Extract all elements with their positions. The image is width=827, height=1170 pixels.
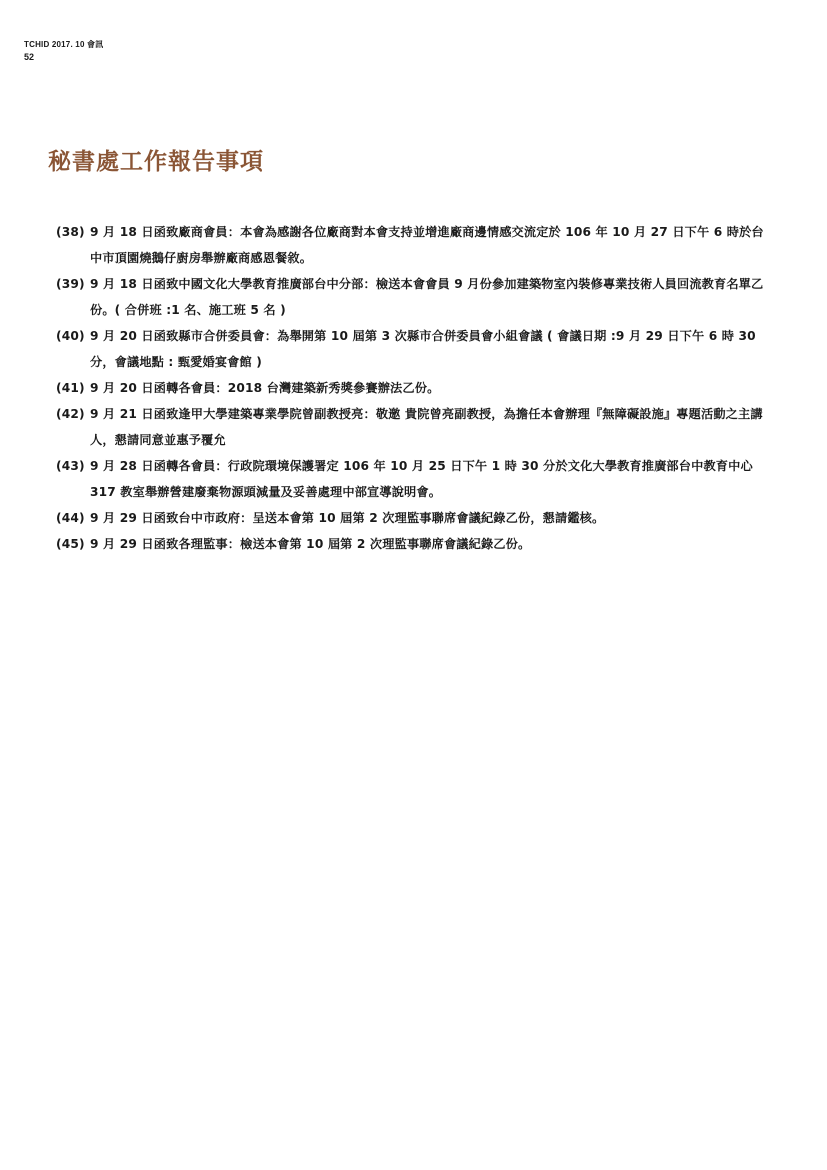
- list-item: [56, 505, 768, 531]
- list-item: [56, 531, 768, 557]
- item-text: 9 月 28 日函轉各會員：行政院環境保護署定 106 年 10 月 25 日下午 1 時 30 分於文化大學教育推廣部台中教育中心 317 教室舉辦營建廢棄物源頭減量及妥善處理中部宣導說明會。: [90, 459, 753, 499]
- list-item: [56, 271, 768, 323]
- item-number: (44): [56, 511, 85, 525]
- report-list: [56, 219, 768, 557]
- list-item: [56, 453, 768, 505]
- item-text: 9 月 20 日函致縣市合併委員會：為舉開第 10 屆第 3 次縣市合併委員會小組會議 ( 會議日期 :9 月 29 日下午 6 時 30 分，會議地點 : 甄愛婚宴會館 ): [90, 329, 756, 369]
- item-number: (41): [56, 381, 85, 395]
- item-number: (38): [56, 225, 85, 239]
- list-item: [56, 401, 768, 453]
- list-item: [56, 323, 768, 375]
- item-text: 9 月 18 日函致中國文化大學教育推廣部台中分部：檢送本會會員 9 月份參加建築物室內裝修專業技術人員回流教育名單乙份。( 合併班 :1 名、施工班 5 名 ): [90, 277, 764, 317]
- item-number: (45): [56, 537, 85, 551]
- item-text: 9 月 18 日函致廠商會員：本會為感謝各位廠商對本會支持並增進廠商邊情感交流定於 106 年 10 月 27 日下午 6 時於台中市頂園燒鵝仔廚房舉辦廠商感恩餐敘。: [90, 225, 764, 265]
- item-text: 9 月 20 日函轉各會員：2018 台灣建築新秀獎參賽辦法乙份。: [90, 381, 440, 395]
- list-item: [56, 375, 768, 401]
- page-header: [24, 40, 103, 63]
- list-item: [56, 219, 768, 271]
- item-text: 9 月 21 日函致逢甲大學建築專業學院曾副教授亮：敬邀 貴院曾亮副教授，為擔任本會辦理『無障礙設施』專題活動之主講人，懇請同意並惠予覆允: [90, 407, 763, 447]
- item-number: (40): [56, 329, 85, 343]
- item-number: (39): [56, 277, 85, 291]
- section-title: 秘書處工作報告事項: [48, 149, 264, 175]
- item-text: 9 月 29 日函致台中市政府：呈送本會第 10 屆第 2 次理監事聯席會議紀錄乙份，懇請鑑核。: [90, 511, 605, 525]
- item-number: (43): [56, 459, 85, 473]
- item-number: (42): [56, 407, 85, 421]
- page-number: 52: [24, 52, 35, 62]
- item-text: 9 月 29 日函致各理監事：檢送本會第 10 屆第 2 次理監事聯席會議紀錄乙份。: [90, 537, 531, 551]
- publication-label: TCHID 2017. 10 會訊: [24, 40, 104, 49]
